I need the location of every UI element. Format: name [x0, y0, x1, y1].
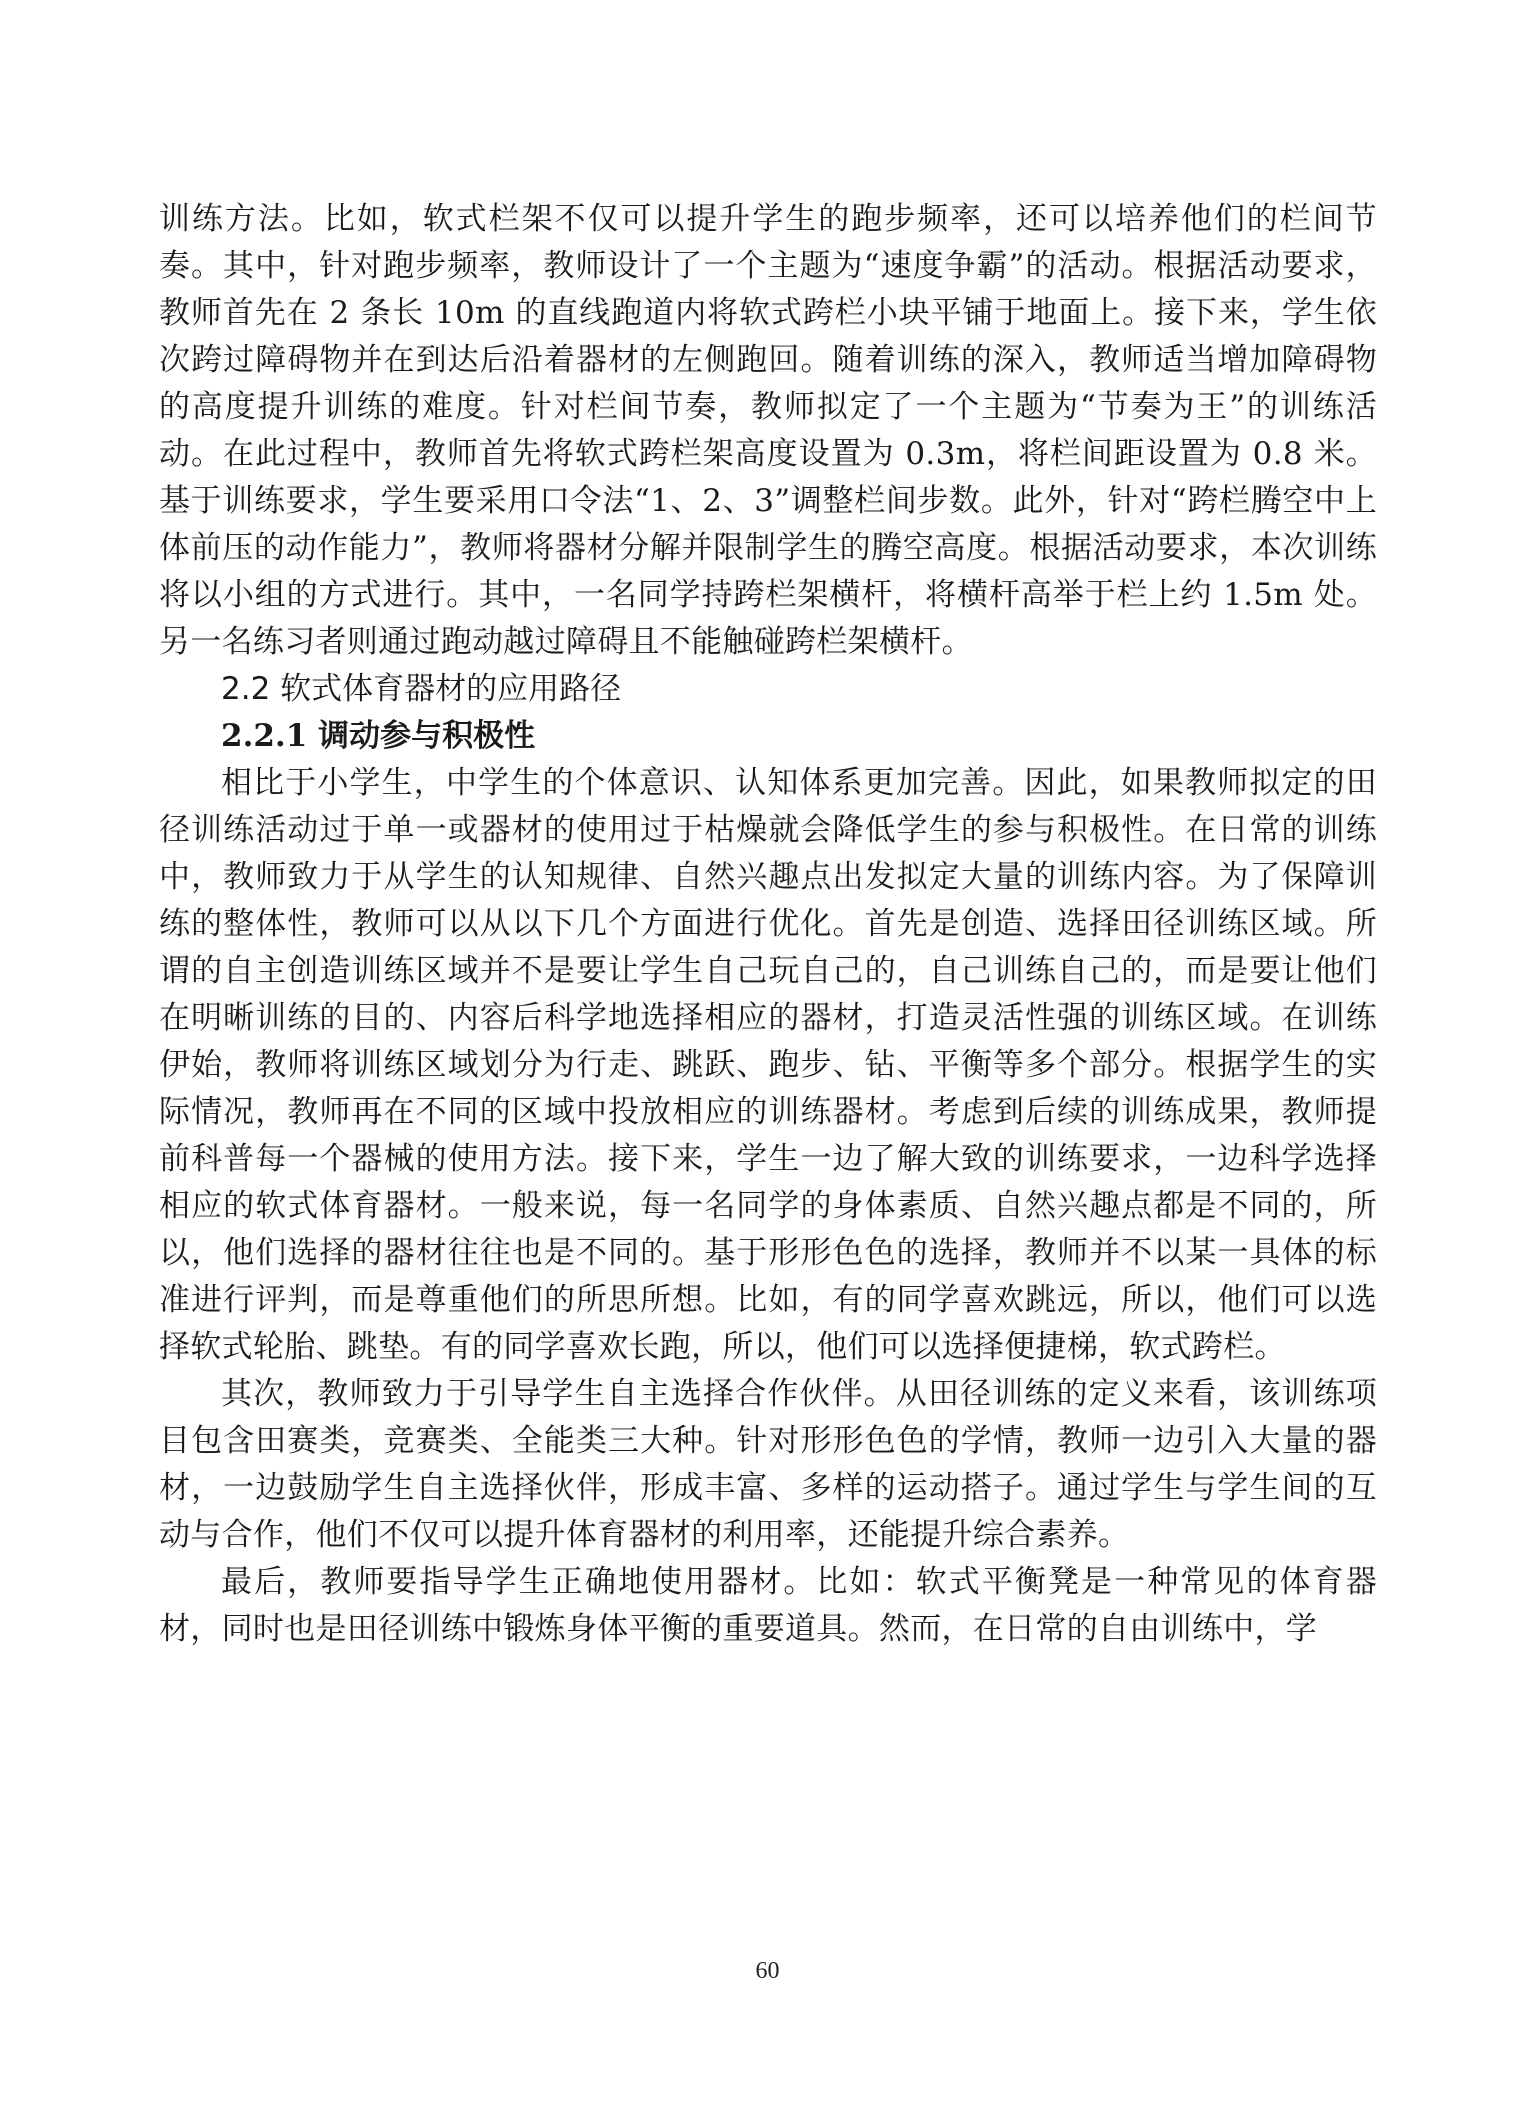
subsection-heading-2-2-1: 2.2.1 调动参与积极性	[221, 718, 536, 754]
paragraph-3: 最后，教师要指导学生正确地使用器材。比如：软式平衡凳是一种常见的体育器材，同时也是田径训练中锻炼身体平衡的重要道具。然而，在日常的自由训练中，学	[159, 1564, 1377, 1647]
paragraph-continued: 训练方法。比如，软式栏架不仅可以提升学生的跑步频率，还可以培养他们的栏间节奏。其中，针对跑步频率，教师设计了一个主题为“速度争霸”的活动。根据活动要求，教师首先在 2 条长 10m 的直线跑道内将软式跨栏小块平铺于地面上。接下来，学生依次跨过障碍物并在到达后沿着器材的左侧跑回。随着训练的深入，教师适当增加障碍物的高度提升训练的难度。针对栏间节奏，教师拟定了一个主题为“节奏为王”的训练活动。在此过程中，教师首先将软式跨栏架高度设置为 0.3m，将栏间距设置为 0.8 米。基于训练要求，学生要采用口令法“1、2、3”调整栏间步数。此外，针对“跨栏腾空中上体前压的动作能力”，教师将器材分解并限制学生的腾空高度。根据活动要求，本次训练将以小组的方式进行。其中，一名同学持跨栏架横杆，将横杆高举于栏上约 1.5m 处。另一名练习者则通过跑动越过障碍且不能触碰跨栏架横杆。	[159, 201, 1377, 660]
paragraph-2: 其次，教师致力于引导学生自主选择合作伙伴。从田径训练的定义来看，该训练项目包含田赛类，竞赛类、全能类三大种。针对形形色色的学情，教师一边引入大量的器材，一边鼓励学生自主选择伙伴，形成丰富、多样的运动搭子。通过学生与学生间的互动与合作，他们不仅可以提升体育器材的利用率，还能提升综合素养。	[159, 1376, 1377, 1553]
page-number: 60	[755, 1958, 780, 1984]
body-content	[159, 196, 1377, 1653]
paragraph-1: 相比于小学生，中学生的个体意识、认知体系更加完善。因此，如果教师拟定的田径训练活动过于单一或器材的使用过于枯燥就会降低学生的参与积极性。在日常的训练中，教师致力于从学生的认知规律、自然兴趣点出发拟定大量的训练内容。为了保障训练的整体性，教师可以从以下几个方面进行优化。首先是创造、选择田径训练区域。所谓的自主创造训练区域并不是要让学生自己玩自己的，自己训练自己的，而是要让他们在明晰训练的目的、内容后科学地选择相应的器材，打造灵活性强的训练区域。在训练伊始，教师将训练区域划分为行走、跳跃、跑步、钻、平衡等多个部分。根据学生的实际情况，教师再在不同的区域中投放相应的训练器材。考虑到后续的训练成果，教师提前科普每一个器械的使用方法。接下来，学生一边了解大致的训练要求，一边科学选择相应的软式体育器材。一般来说，每一名同学的身体素质、自然兴趣点都是不同的，所以，他们选择的器材往往也是不同的。基于形形色色的选择，教师并不以某一具体的标准进行评判，而是尊重他们的所思所想。比如，有的同学喜欢跳远，所以，他们可以选择软式轮胎、跳垫。有的同学喜欢长跑，所以，他们可以选择便捷梯，软式跨栏。	[159, 765, 1377, 1365]
section-heading-2-2: 2.2 软式体育器材的应用路径	[221, 671, 622, 707]
